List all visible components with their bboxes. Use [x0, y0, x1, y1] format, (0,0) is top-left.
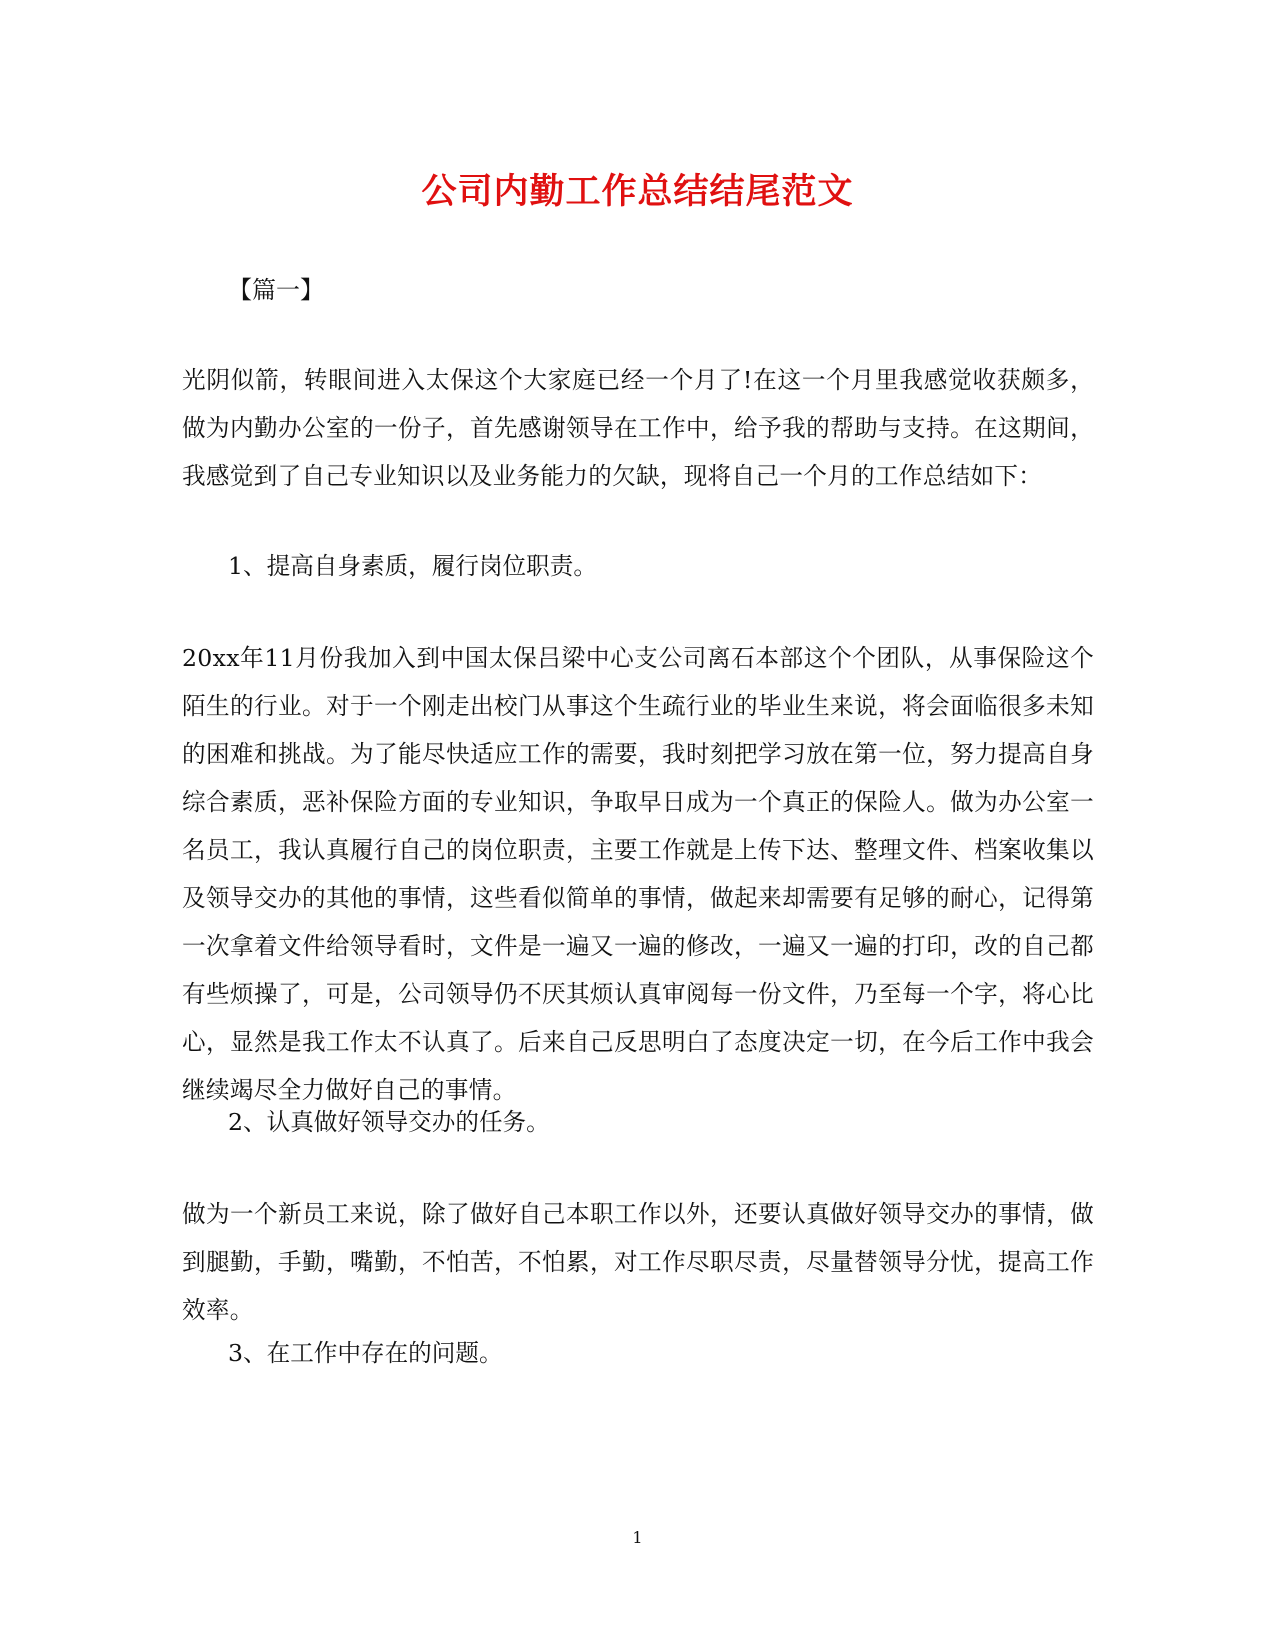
document-title: 公司内勤工作总结结尾范文	[421, 171, 854, 212]
list-item-2: 2、认真做好领导交办的任务。	[228, 1108, 550, 1136]
paragraph-2: 20xx年11月份我加入到中国太保吕梁中心支公司离石本部这个个团队，从事保险这个陌生的行业。对于一个刚走出校门从事这个生疏行业的毕业生来说，将会面临很多未知的困难和挑战。为了能尽快适应工作的需要，我时刻把学习放在第一位，努力提高自身综合素质，恶补保险方面的专业知识，争取早日成为一个真正的保险人。做为办公室一名员工，我认真履行自己的岗位职责，主要工作就是上传下达、整理文件、档案收集以及领导交办的其他的事情，这些看似简单的事情，做起来却需要有足够的耐心，记得第一次拿着文件给领导看时，文件是一遍又一遍的修改，一遍又一遍的打印，改的自己都有些烦操了，可是，公司领导仍不厌其烦认真审阅每一份文件，乃至每一个字，将心比心，显然是我工作太不认真了。后来自己反思明白了态度决定一切，在今后工作中我会继续竭尽全力做好自己的事情。	[182, 644, 1094, 1104]
paragraph-intro: 光阴似箭，转眼间进入太保这个大家庭已经一个月了!在这一个月里我感觉收获颇多，做为内勤办公室的一份子，首先感谢领导在工作中，给予我的帮助与支持。在这期间，我感觉到了自己专业知识以及业务能力的欠缺，现将自己一个月的工作总结如下：	[182, 366, 1094, 490]
list-item-3: 3、在工作中存在的问题。	[228, 1339, 503, 1367]
page-number: 1	[632, 1528, 643, 1547]
section-heading: 【篇一】	[228, 276, 324, 304]
list-item-1: 1、提高自身素质，履行岗位职责。	[228, 552, 597, 580]
paragraph-3: 做为一个新员工来说，除了做好自己本职工作以外，还要认真做好领导交办的事情，做到腿勤，手勤，嘴勤，不怕苦，不怕累，对工作尽职尽责，尽量替领导分忧，提高工作效率。	[182, 1200, 1094, 1324]
